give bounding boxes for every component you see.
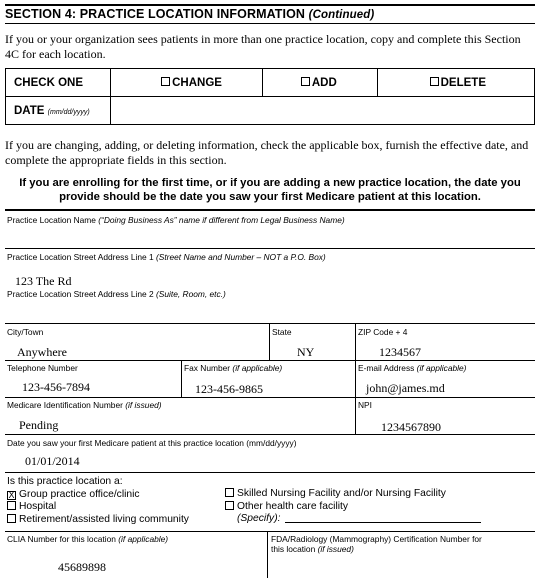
street2-note: (Suite, Room, etc.) xyxy=(155,289,226,299)
state-input[interactable]: NY xyxy=(297,345,315,359)
date-label xyxy=(6,97,111,125)
practice-location-form xyxy=(5,209,535,578)
location-type-group xyxy=(7,476,189,526)
delete-option[interactable] xyxy=(377,69,534,97)
zip-label: ZIP Code + 4 xyxy=(358,327,408,337)
location-type-question: Is this practice location a: xyxy=(7,476,123,487)
check-one-table xyxy=(5,68,535,125)
email-note: (if applicable) xyxy=(416,363,467,373)
delete-label: DELETE xyxy=(440,76,486,89)
fax-note: (if applicable) xyxy=(232,363,283,373)
option-retirement[interactable] xyxy=(7,514,189,527)
section-intro: If you or your organization sees patients in more than one practice location, copy and complete this Section 4C for each location. xyxy=(5,32,521,61)
change-label: CHANGE xyxy=(172,76,222,89)
fax-label xyxy=(184,363,282,373)
date-format-hint: (mm/dd/yyyy) xyxy=(47,108,90,116)
fda-input[interactable] xyxy=(277,560,527,575)
add-label: ADD xyxy=(311,76,337,89)
effective-date-field[interactable] xyxy=(111,97,535,125)
section-title-continued: (Continued) xyxy=(308,9,375,21)
medicare-id-label xyxy=(7,400,162,410)
group-practice-checkbox[interactable]: X xyxy=(8,489,15,500)
fda-label-line1: FDA/Radiology (Mammography) Certification Number for xyxy=(271,534,482,544)
date-label-text: DATE xyxy=(14,104,45,117)
city-label: City/Town xyxy=(7,327,44,337)
divider xyxy=(267,531,268,578)
divider xyxy=(5,323,535,324)
location-name-note: (“Doing Business As” name if different from Legal Business Name) xyxy=(98,215,345,225)
divider xyxy=(5,434,535,435)
skilled-nursing-checkbox[interactable] xyxy=(225,488,234,497)
hospital-label: Hospital xyxy=(19,501,57,512)
specify-row xyxy=(225,513,481,526)
street1-input[interactable]: 123 The Rd xyxy=(15,274,72,288)
street1-note: (Street Name and Number – NOT a P.O. Box) xyxy=(155,252,326,262)
option-group-practice[interactable] xyxy=(7,489,189,502)
street1-label xyxy=(7,252,326,262)
npi-label: NPI xyxy=(358,400,372,410)
phone-input[interactable]: 123-456-7894 xyxy=(22,380,90,394)
npi-input[interactable]: 1234567890 xyxy=(381,420,441,434)
fda-label xyxy=(271,534,482,554)
clia-label-text: CLIA Number for this location xyxy=(7,534,116,544)
divider xyxy=(355,323,356,434)
retirement-label: Retirement/assisted living community xyxy=(19,513,189,525)
other-facility-checkbox[interactable] xyxy=(225,501,234,510)
divider xyxy=(5,472,535,473)
zip-input[interactable]: 1234567 xyxy=(379,345,421,359)
option-other-facility[interactable] xyxy=(225,501,481,514)
divider xyxy=(181,360,182,397)
location-name-input[interactable] xyxy=(15,229,525,245)
street2-label-text: Practice Location Street Address Line 2 xyxy=(7,289,154,299)
retirement-checkbox[interactable] xyxy=(7,514,16,523)
divider xyxy=(5,360,535,361)
skilled-nursing-label: Skilled Nursing Facility and/or Nursing Facility xyxy=(237,488,446,499)
email-label xyxy=(358,363,466,373)
specify-label: (Specify): xyxy=(237,513,281,524)
change-option[interactable] xyxy=(111,69,263,97)
divider xyxy=(5,248,535,249)
city-input[interactable]: Anywhere xyxy=(17,345,67,359)
check-one-label: CHECK ONE xyxy=(6,69,111,97)
street1-label-text: Practice Location Street Address Line 1 xyxy=(7,252,154,262)
add-option[interactable] xyxy=(262,69,377,97)
section-header xyxy=(5,4,535,24)
street2-input[interactable] xyxy=(15,305,525,320)
email-label-text: E-mail Address xyxy=(358,363,415,373)
location-name-label xyxy=(7,215,345,225)
other-facility-label: Other health care facility xyxy=(237,500,349,512)
first-patient-date-input[interactable]: 01/01/2014 xyxy=(25,454,80,468)
location-type-group-right xyxy=(225,488,481,526)
first-time-notice: If you are enrolling for the first time, or if you are adding a new practice location, the date you provide should be the date you saw your first Medicare patient at this location. xyxy=(19,177,521,203)
divider xyxy=(5,397,535,398)
street2-label xyxy=(7,289,226,299)
phone-label: Telephone Number xyxy=(7,363,78,373)
section-title xyxy=(5,7,374,21)
clia-label xyxy=(7,534,168,544)
change-checkbox[interactable] xyxy=(161,77,170,86)
fda-note: (if issued) xyxy=(317,544,354,554)
instructions-text: If you are changing, adding, or deleting information, check the applicable box, furnish the effective date, and complete the appropriate fields in this section. xyxy=(5,138,529,167)
location-name-label-text: Practice Location Name xyxy=(7,215,96,225)
specify-input[interactable] xyxy=(285,522,481,523)
first-patient-date-label: Date you saw your first Medicare patient at this practice location (mm/dd/yyyy) xyxy=(7,438,297,448)
clia-input[interactable]: 45689898 xyxy=(58,560,106,574)
divider xyxy=(5,531,535,532)
medicare-id-note: (if issued) xyxy=(125,400,162,410)
fda-label-line2: this location xyxy=(271,544,316,554)
section-title-text: SECTION 4: PRACTICE LOCATION INFORMATION xyxy=(5,7,306,21)
fax-input[interactable]: 123-456-9865 xyxy=(195,382,263,396)
email-input[interactable]: john@james.md xyxy=(366,381,445,395)
fax-label-text: Fax Number xyxy=(184,363,231,373)
add-checkbox[interactable] xyxy=(301,77,310,86)
hospital-checkbox[interactable] xyxy=(7,501,16,510)
divider xyxy=(269,323,270,360)
clia-note: (if applicable) xyxy=(118,534,169,544)
option-hospital[interactable] xyxy=(7,501,189,514)
medicare-id-label-text: Medicare Identification Number xyxy=(7,400,123,410)
delete-checkbox[interactable] xyxy=(430,77,439,86)
group-practice-label: Group practice office/clinic xyxy=(19,488,140,500)
state-label: State xyxy=(272,327,292,337)
medicare-id-input[interactable]: Pending xyxy=(19,418,59,432)
option-skilled-nursing[interactable] xyxy=(225,488,481,501)
